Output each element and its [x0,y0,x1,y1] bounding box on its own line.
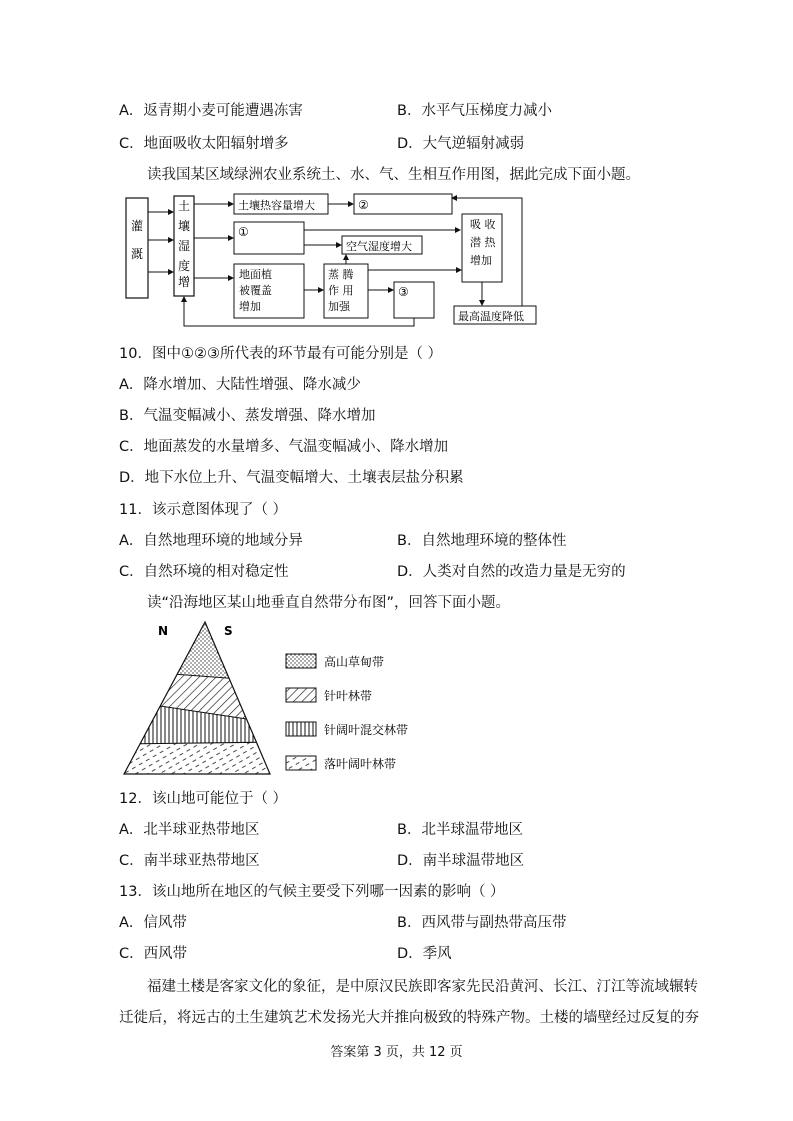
north-label: N [158,624,169,638]
passage-line-1: 福建土楼是客家文化的象征，是中原汉民族即客家先民沿黄河、长江、汀江等流域辗转 [147,979,698,995]
svg-text:②: ② [358,198,369,212]
q13-option-b: B．西风带与副热带高压带 [397,915,567,931]
q12-option-b: B．北半球温带地区 [397,822,523,838]
south-label: S [224,624,233,638]
q10-option-d: D．地下水位上升、气温变幅增大、土壤表层盐分积累 [119,470,464,486]
q11-option-d: D．人类对自然的改造力量是无穷的 [397,564,626,580]
svg-text:溉: 溉 [130,247,144,261]
q13-option-a: A．信风带 [119,915,187,931]
q13-stem: 13．该山地所在地区的气候主要受下列哪一因素的影响（ ） [119,884,505,900]
q13-option-c: C．西风带 [119,946,188,962]
q12-option-d: D．南半球温带地区 [397,853,525,869]
q12-option-a: A．北半球亚热带地区 [119,822,260,838]
q11-stem: 11．该示意图体现了（ ） [119,502,288,518]
svg-text:壤: 壤 [177,219,191,233]
legend-swatch-conifer [286,688,316,702]
q9-option-d: D．大气逆辐射减弱 [397,136,525,152]
svg-text:增: 增 [177,275,191,289]
svg-text:蒸 腾: 蒸 腾 [328,268,354,281]
svg-text:土: 土 [177,199,191,213]
q13-option-d: D．季风 [397,946,452,962]
q10-option-c: C．地面蒸发的水量增多、气温变幅减小、降水增加 [119,439,449,455]
svg-text:增加: 增加 [239,300,261,313]
irrigation-label: 灌 [130,219,144,233]
svg-text:被覆盖: 被覆盖 [239,284,272,297]
legend-swatch-deciduous [286,756,316,770]
legend-swatch-alpine [286,654,316,668]
svg-text:最高温度降低: 最高温度降低 [458,310,524,323]
svg-text:作 用: 作 用 [328,284,354,297]
legend-alpine: 高山草甸带 [324,655,385,669]
svg-text:湿: 湿 [177,239,191,253]
mountain-intro: 读“沿海地区某山地垂直自然带分布图”，回答下面小题。 [147,595,511,611]
alpine-meadow-zone [120,620,280,682]
svg-text:空气湿度增大: 空气湿度增大 [346,240,412,253]
passage-line-2: 迁徙后，将远古的土生建筑艺术发扬光大并推向极致的特殊产物。土楼的墙壁经过反复的夯 [119,1010,699,1026]
q10-stem: 10．图中①②③所代表的环节最有可能分别是（ ） [119,346,443,362]
soil-heat-label: 土壤热容量增大 [238,199,315,212]
q9-option-c: C．地面吸收太阳辐射增多 [119,136,289,152]
q11-option-c: C．自然环境的相对稳定性 [119,564,289,580]
q9-option-b: B．水平气压梯度力减小 [397,103,552,119]
q10-option-b: B．气温变幅减小、蒸发增强、降水增加 [119,408,376,424]
svg-text:地面植: 地面植 [239,268,272,281]
page-footer: 答案第 3 页，共 12 页 [330,1045,463,1060]
legend-mixed: 针阔叶混交林带 [324,723,409,737]
legend-conifer: 针叶林带 [324,689,373,703]
q12-stem: 12．该山地可能位于（ ） [119,791,288,807]
q12-option-c: C．南半球亚热带地区 [119,853,260,869]
q11-option-a: A．自然地理环境的地域分异 [119,533,303,549]
svg-text:度: 度 [177,259,191,273]
legend-swatch-mixed [286,722,316,736]
oasis-intro: 读我国某区域绿洲农业系统土、水、气、生相互作用图，据此完成下面小题。 [147,167,640,183]
legend-deciduous: 落叶阔叶林带 [324,757,397,771]
svg-text:潜 热: 潜 热 [470,236,496,249]
svg-text:③: ③ [398,285,409,299]
oasis-flow-diagram [120,190,540,330]
svg-text:吸 收: 吸 收 [470,218,496,231]
q11-option-b: B．自然地理环境的整体性 [397,533,567,549]
mountain-zone-diagram [120,620,440,780]
svg-text:加强: 加强 [328,300,350,313]
svg-text:增加: 增加 [470,254,492,267]
q10-option-a: A．降水增加、大陆性增强、降水减少 [119,377,361,393]
q9-option-a: A．返青期小麦可能遭遇冻害 [119,103,303,119]
svg-text:①: ① [238,225,249,239]
